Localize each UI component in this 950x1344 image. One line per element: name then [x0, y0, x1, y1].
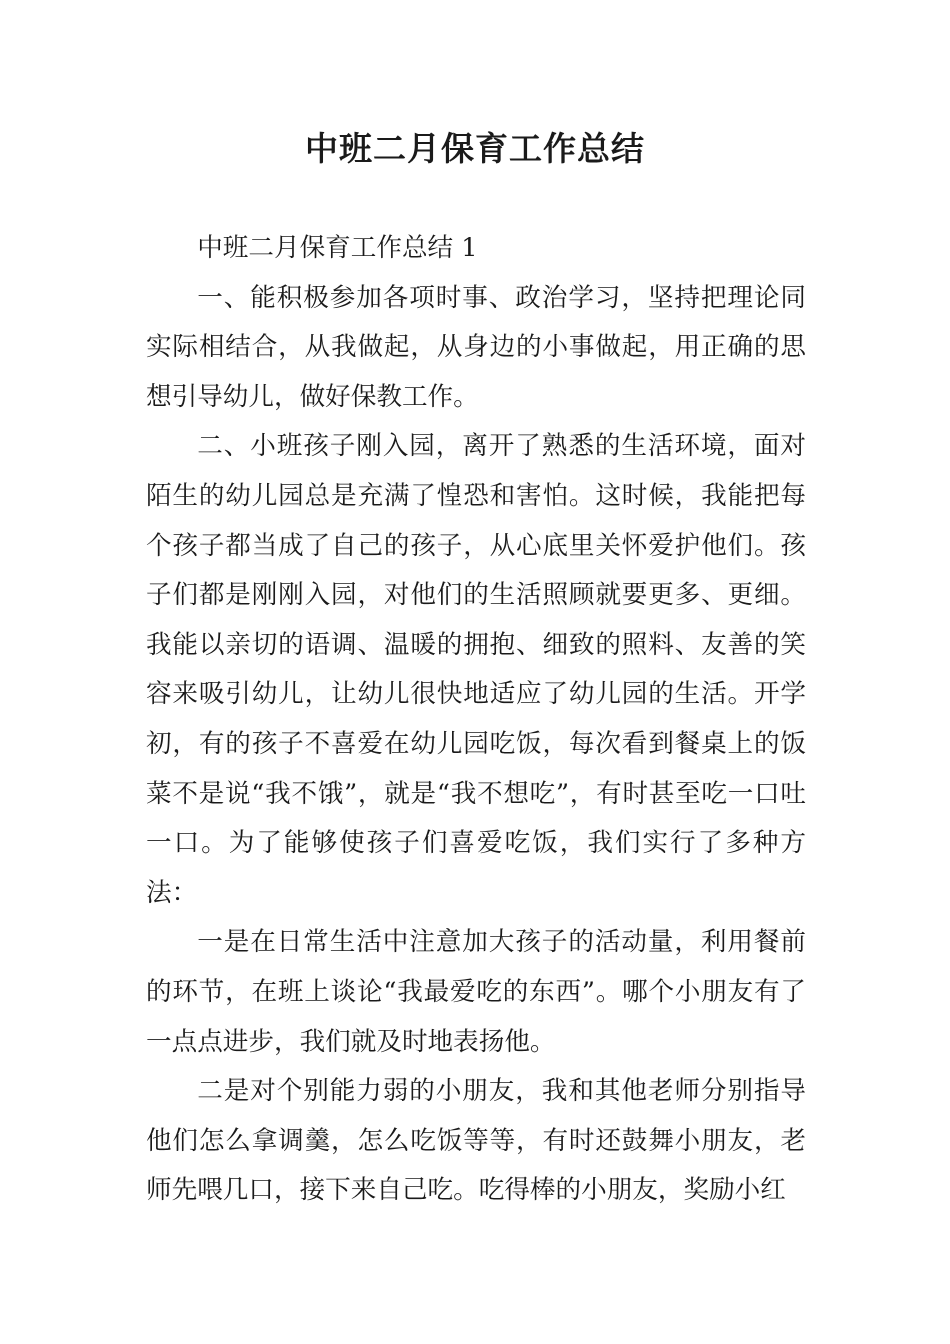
paragraph-2: 二、小班孩子刚入园，离开了熟悉的生活环境，面对陌生的幼儿园总是充满了惶恐和害怕。这时候，我能把每个孩子都当成了自己的孩子，从心底里关怀爱护他们。孩子们都是刚刚入园，对他们的生活照顾就要更多、更细。我能以亲切的语调、温暖的拥抱、细致的照料、友善的笑容来吸引幼儿，让幼儿很快地适应了幼儿园的生活。开学初，有的孩子不喜爱在幼儿园吃饭，每次看到餐桌上的饭菜不是说“我不饿”，就是“我不想吃”，有时甚至吃一口吐一口。为了能够使孩子们喜爱吃饭，我们实行了多种方法：	[146, 431, 806, 908]
document-title: 中班二月保育工作总结	[305, 129, 645, 168]
document-body	[146, 224, 806, 1216]
paragraph-1: 一、能积极参加各项时事、政治学习，坚持把理论同实际相结合，从我做起，从身边的小事做起，用正确的思想引导幼儿，做好保教工作。	[146, 282, 806, 412]
paragraph-3: 一是在日常生活中注意加大孩子的活动量，利用餐前的环节，在班上谈论“我最爱吃的东西”。哪个小朋友有了一点点进步，我们就及时地表扬他。	[146, 927, 806, 1057]
paragraph-subtitle: 中班二月保育工作总结 1	[197, 233, 478, 263]
paragraph-4: 二是对个别能力弱的小朋友，我和其他老师分别指导他们怎么拿调羹，怎么吃饭等等，有时还鼓舞小朋友，老师先喂几口，接下来自己吃。吃得棒的小朋友，奖励小红	[146, 1076, 806, 1206]
